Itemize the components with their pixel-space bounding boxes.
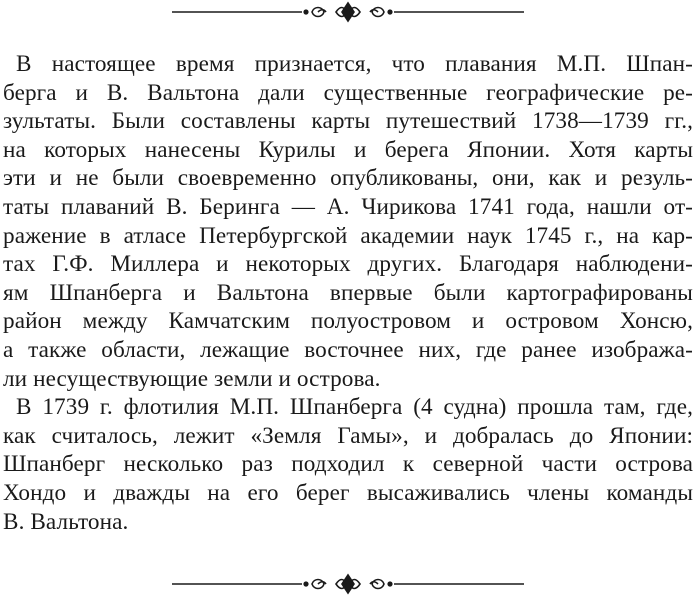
text-line: тах Г.Ф. Миллера и некоторых других. Благодаря наблюдени- — [3, 251, 693, 278]
text-line: таты плаваний В. Беринга — А. Чирикова 1741 года, нашли от- — [3, 193, 693, 220]
text-line: эти и не были своевременно опубликованы, они, как и резуль- — [3, 165, 693, 192]
text-line: на которых нанесены Курилы и берега Японии. Хотя карты — [3, 136, 693, 163]
top-ornament-divider — [0, 0, 696, 24]
paragraph-2 — [3, 393, 693, 536]
body-text — [3, 50, 693, 536]
text-line: Хондо и дважды на его берег высаживались члены команды — [3, 479, 693, 506]
text-line: ям Шпанберга и Вальтона впервые были картографированы — [3, 279, 693, 306]
text-line: а также области, лежащие восточнее них, где ранее изобража- — [3, 336, 693, 363]
paragraph-1 — [3, 50, 693, 393]
text-line: Шпанберг несколько раз подходил к северной части острова — [3, 451, 693, 478]
text-line: как считалось, лежит «Земля Гамы», и добралась до Японии: — [3, 422, 693, 449]
text-line: ли несуществующие земли и острова. — [3, 365, 381, 392]
bottom-ornament-divider — [0, 572, 696, 596]
text-line: В настоящее время признается, что плавания М.П. Шпан- — [16, 51, 693, 77]
text-line: район между Камчатским полуостровом и островом Хонсю, — [3, 308, 693, 335]
text-line: берга и В. Вальтона дали существенные географические ре- — [3, 79, 693, 106]
text-line: ражение в атласе Петербургской академии наук 1745 г., на кар- — [3, 222, 693, 249]
text-line: В 1739 г. флотилия М.П. Шпанберга (4 судна) прошла там, где, — [16, 394, 693, 421]
text-line: зультаты. Были составлены карты путешествий 1738—1739 гг., — [3, 108, 693, 135]
text-line: В. Вальтона. — [3, 508, 129, 535]
